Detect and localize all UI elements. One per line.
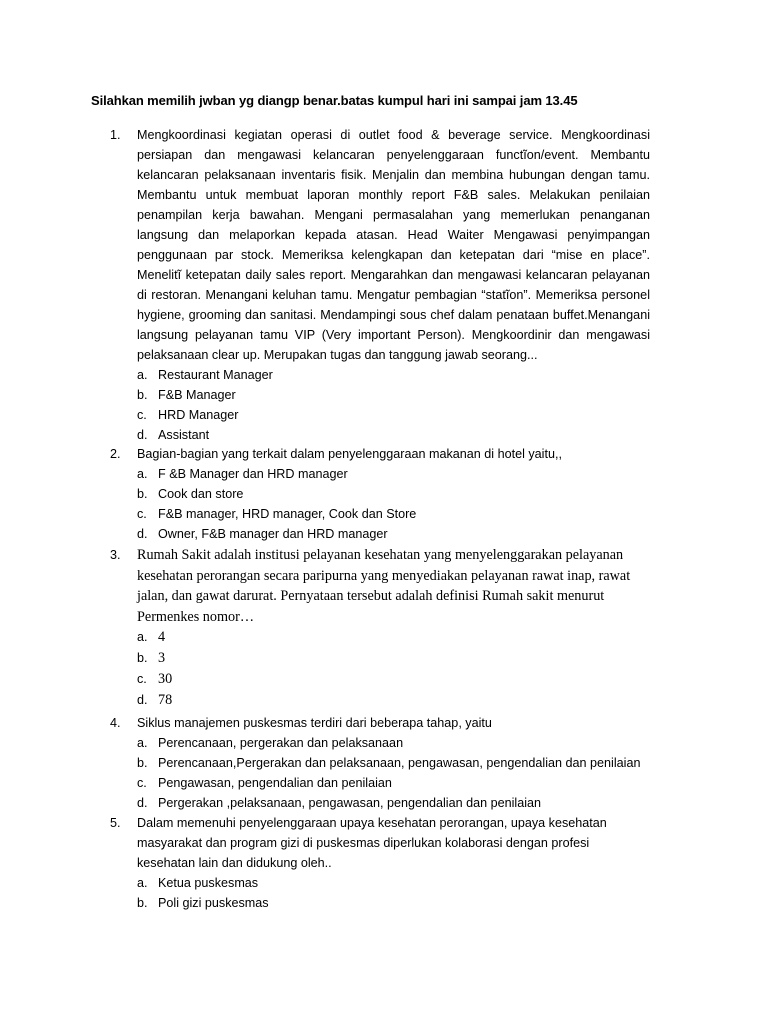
option-text: HRD Manager	[158, 408, 239, 422]
option-c	[137, 405, 650, 425]
option-c	[137, 669, 650, 690]
question-number: 3.	[110, 548, 121, 562]
question-2	[110, 444, 650, 544]
option-b	[137, 893, 650, 913]
option-text: 3	[158, 650, 166, 667]
option-letter: a.	[137, 736, 148, 750]
question-text: Rumah Sakit adalah institusi pelayanan kesehatan yang menyelenggarakan pelayanan kesehatan perorangan secara paripurna yang menyediakan pelayanan rawat inap, rawat jalan, dan gawat darurat. Pernyataan tersebut adalah definisi Rumah sakit menurut Permenkes nomor…	[137, 547, 631, 625]
option-text: F &B Manager dan HRD manager	[158, 467, 348, 481]
option-b	[137, 385, 650, 405]
option-letter: c.	[137, 408, 147, 422]
option-letter: c.	[137, 776, 147, 790]
option-letter: d.	[137, 693, 148, 708]
option-a	[137, 627, 650, 648]
page-title: Silahkan memilih jwban yg diangp benar.batas kumpul hari ini sampai jam 13.45	[91, 93, 578, 108]
option-a	[137, 464, 650, 484]
option-a	[137, 365, 650, 385]
option-letter: d.	[137, 796, 148, 810]
question-4	[110, 713, 650, 813]
question-number: 1.	[110, 128, 121, 142]
option-letter: b.	[137, 651, 148, 666]
option-text: 4	[158, 629, 166, 646]
question-number: 2.	[110, 447, 121, 461]
option-letter: d.	[137, 527, 148, 541]
question-1	[110, 125, 650, 445]
option-b	[137, 753, 650, 773]
option-letter: b.	[137, 388, 148, 402]
option-letter: b.	[137, 896, 148, 910]
option-text: 78	[158, 692, 173, 709]
option-text: Poli gizi puskesmas	[158, 896, 269, 910]
option-text: F&B manager, HRD manager, Cook dan Store	[158, 507, 417, 521]
option-b	[137, 648, 650, 669]
option-letter: c.	[137, 672, 147, 687]
question-5	[110, 813, 650, 913]
option-text: Perencanaan, pergerakan dan pelaksanaan	[158, 736, 404, 750]
option-letter: b.	[137, 756, 148, 770]
option-letter: c.	[137, 507, 147, 521]
option-letter: a.	[137, 630, 148, 645]
question-text: Mengkoordinasi kegiatan operasi di outlet food & beverage service. Mengkoordinasi persiapan dan mengawasi kelancaran penyelenggaraan functĩon/event. Membantu kelancaran pelaksanaan inventaris fisik. Menjalin dan membina hubungan dengan tamu. Membantu untuk membuat laporan monthly report F&B sales. Melakukan penilaian penampilan kerja bawahan. Mengani permasalahan yang memerlukan penanganan langsung dan melaporkan kepada atasan. Head Waiter Mengawasi penyimpangan penggunaan par stock. Memeriksa kelengkapan dan ketepatan dari “mise en place”. Menelitĩ ketepatan daily sales report. Mengarahkan dan mengawasi kelancaran pelayanan di restoran. Menangani keluhan tamu. Mengatur pembagian “statĩon”. Memeriksa personel hygiene, grooming dan sanitasi. Mendampingi sous chef dalam penataan buffet.Menangani langsung pelayanan tamu VIP (Very important Person). Mengkoordinir dan mengawasi pelaksanaan clear up. Merupakan tugas dan tanggung jawab seorang...	[137, 128, 650, 362]
option-c	[137, 773, 650, 793]
option-text: Perencanaan,Pergerakan dan pelaksanaan, pengawasan, pengendalian dan penilaian	[158, 756, 641, 770]
option-letter: a.	[137, 876, 148, 890]
question-text: Dalam memenuhi penyelenggaraan upaya kesehatan perorangan, upaya kesehatan masyarakat dan program gizi di puskesmas diperlukan kolaborasi dengan profesi kesehatan lain dan didukung oleh..	[137, 816, 607, 870]
option-d	[137, 425, 650, 445]
question-text: Bagian-bagian yang terkait dalam penyelenggaraan makanan di hotel yaitu,,	[137, 447, 562, 461]
option-text: 30	[158, 671, 173, 688]
option-text: Pergerakan ,pelaksanaan, pengawasan, pengendalian dan penilaian	[158, 796, 542, 810]
option-d	[137, 793, 650, 813]
option-a	[137, 733, 650, 753]
option-d	[137, 690, 650, 711]
option-letter: a.	[137, 368, 148, 382]
option-text: Owner, F&B manager dan HRD manager	[158, 527, 388, 541]
option-letter: a.	[137, 467, 148, 481]
question-number: 4.	[110, 716, 121, 730]
option-text: Pengawasan, pengendalian dan penilaian	[158, 776, 392, 790]
option-text: Restaurant Manager	[158, 368, 273, 382]
question-3	[110, 545, 650, 711]
option-text: Cook dan store	[158, 487, 244, 501]
option-b	[137, 484, 650, 504]
question-text: Siklus manajemen puskesmas terdiri dari beberapa tahap, yaitu	[137, 716, 492, 730]
option-c	[137, 504, 650, 524]
option-d	[137, 524, 650, 544]
option-text: Assistant	[158, 428, 210, 442]
option-a	[137, 873, 650, 893]
option-letter: b.	[137, 487, 148, 501]
option-letter: d.	[137, 428, 148, 442]
option-text: Ketua puskesmas	[158, 876, 259, 890]
question-number: 5.	[110, 816, 121, 830]
option-text: F&B Manager	[158, 388, 236, 402]
